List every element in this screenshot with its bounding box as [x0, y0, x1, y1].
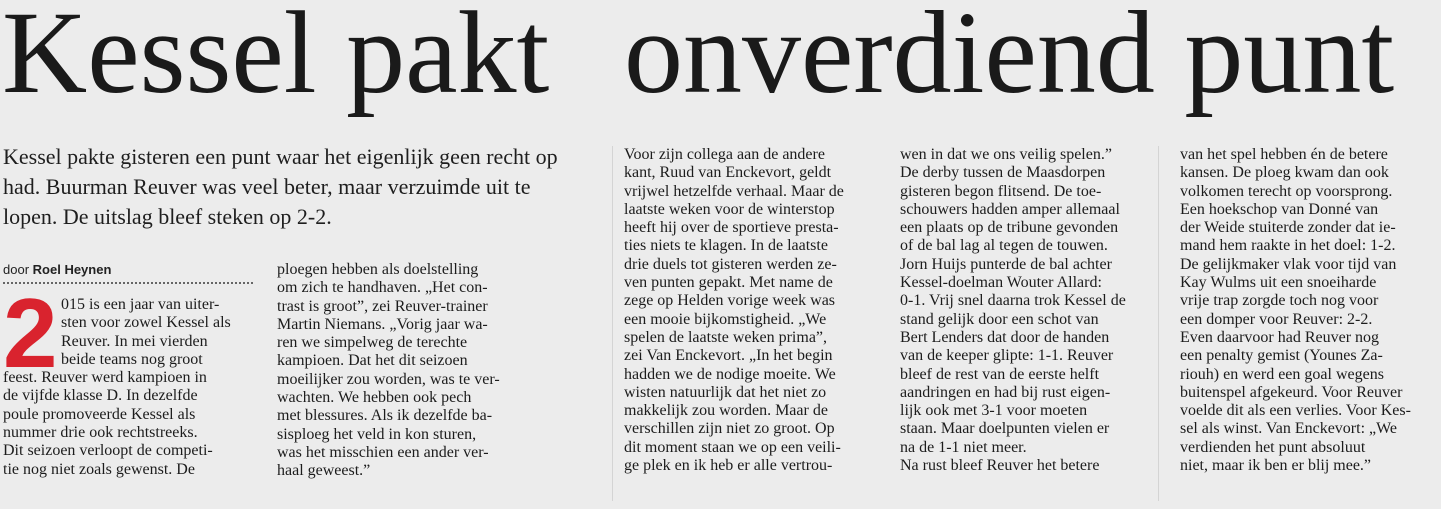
headline-part-1: Kessel pakt [2, 0, 550, 118]
body-line: Reuver. In mei vierden [61, 332, 208, 350]
body-column-5: van het spel hebben én de betere kansen. De ploeg kwam dan ook volkomen terecht op voorsprong. Een hoekschop van Donné van der Weide stuiterde zonder dat ie- mand hem raakte in het doel: 1-2. De gelijkmaker vlak voor tijd van Kay Wulms uit een snoeiharde vrije trap zorgde toch nog voor een domper voor Reuver: 2-2. Even daarvoor had Reuver nog een penalty gemist (Younes Za- riouh) en werd een goal wegens buitenspel afgekeurd. Voor Reuver voelde dit als een verlies. Voor Kes- sel als winst. Van Enckevort: „We verdienden het punt absoluut niet, maar ik ben er blij mee.” [1180, 146, 1411, 475]
body-column-3: Voor zijn collega aan de andere kant, Ruud van Enckevort, geldt vrijwel hetzelfde verhaal. Maar de laatste weken voor de winterstop heeft hij over de sportieve presta- ties niets te klagen. In de laatste drie duels tot gisteren werden ze- ven punten gepakt. Met name de zege op Helden vorige week was een mooie bijkomstigheid. „We spelen de laatste weken prima”, zei Van Enckevort. „In het begin hadden we de nodige moeite. We wisten natuurlijk dat het niet zo makkelijk zou worden. Maar de verschillen zijn niet zo groot. Op dit moment staan we op een veili- ge plek en ik heb er alle vertrou- [624, 146, 844, 475]
body-column-4: wen in dat we ons veilig spelen.” De derby tussen de Maasdorpen gisteren begon flitsend. De toe- schouwers hadden amper allemaal een plaats op de tribune gevonden of de bal lag al tegen de touwen. Jorn Huijs punterde de bal achter Kessel-doelman Wouter Allard: 0-1. Vrij snel daarna trok Kessel de stand gelijk door een schot van Bert Lenders dat door de handen van de keeper glipte: 1-1. Reuver bleef de rest van de eerste helft aandringen en had bij rust eigen- lijk ook met 3-1 voor moeten staan. Maar doelpunten vielen er na de 1-1 niet meer. Na rust bleef Reuver het betere [900, 146, 1126, 475]
byline-prefix: door [3, 262, 30, 277]
body-line: Dit seizoen verloopt de competi- [3, 442, 213, 460]
headline-part-2: onverdiend punt [624, 0, 1395, 118]
byline-author: Roel Heynen [32, 262, 112, 277]
column-divider [612, 146, 613, 501]
body-line: beide teams nog groot [61, 350, 203, 368]
column-divider [1158, 146, 1159, 501]
body-line: 015 is een jaar van uiter- [61, 296, 220, 313]
body-line: poule promoveerde Kessel als [3, 405, 196, 423]
body-line: sten voor zowel Kessel als [61, 314, 231, 332]
body-column-1 [3, 296, 253, 479]
body-line: de vijfde klasse D. In dezelfde [3, 387, 198, 405]
body-line: nummer drie ook rechtstreeks. [3, 424, 198, 442]
body-line: feest. Reuver werd kampioen in [3, 369, 207, 387]
drop-cap: 2 [3, 278, 58, 388]
article-intro: Kessel pakte gisteren een punt waar het eigenlijk geen recht op had. Buurman Reuver was veel beter, maar verzuimde uit te lopen. De uitslag bleef steken op 2-2. [3, 144, 558, 229]
body-column-2: ploegen hebben als doelstelling om zich te handhaven. „Het con- trast is groot”, zei Reuver-trainer Martin Niemans. „Vorig jaar wa- ren we simpelweg de terechte kampioen. Dat het dit seizoen moeilijker zou worden, was te ver- wachten. We hebben ook pech met blessures. Als ik dezelfde ba- sisploeg het veld in kon sturen, was het misschien een ander ver- haal geweest.” [277, 261, 500, 480]
body-line: tie nog niet zoals gewenst. De [3, 460, 195, 478]
